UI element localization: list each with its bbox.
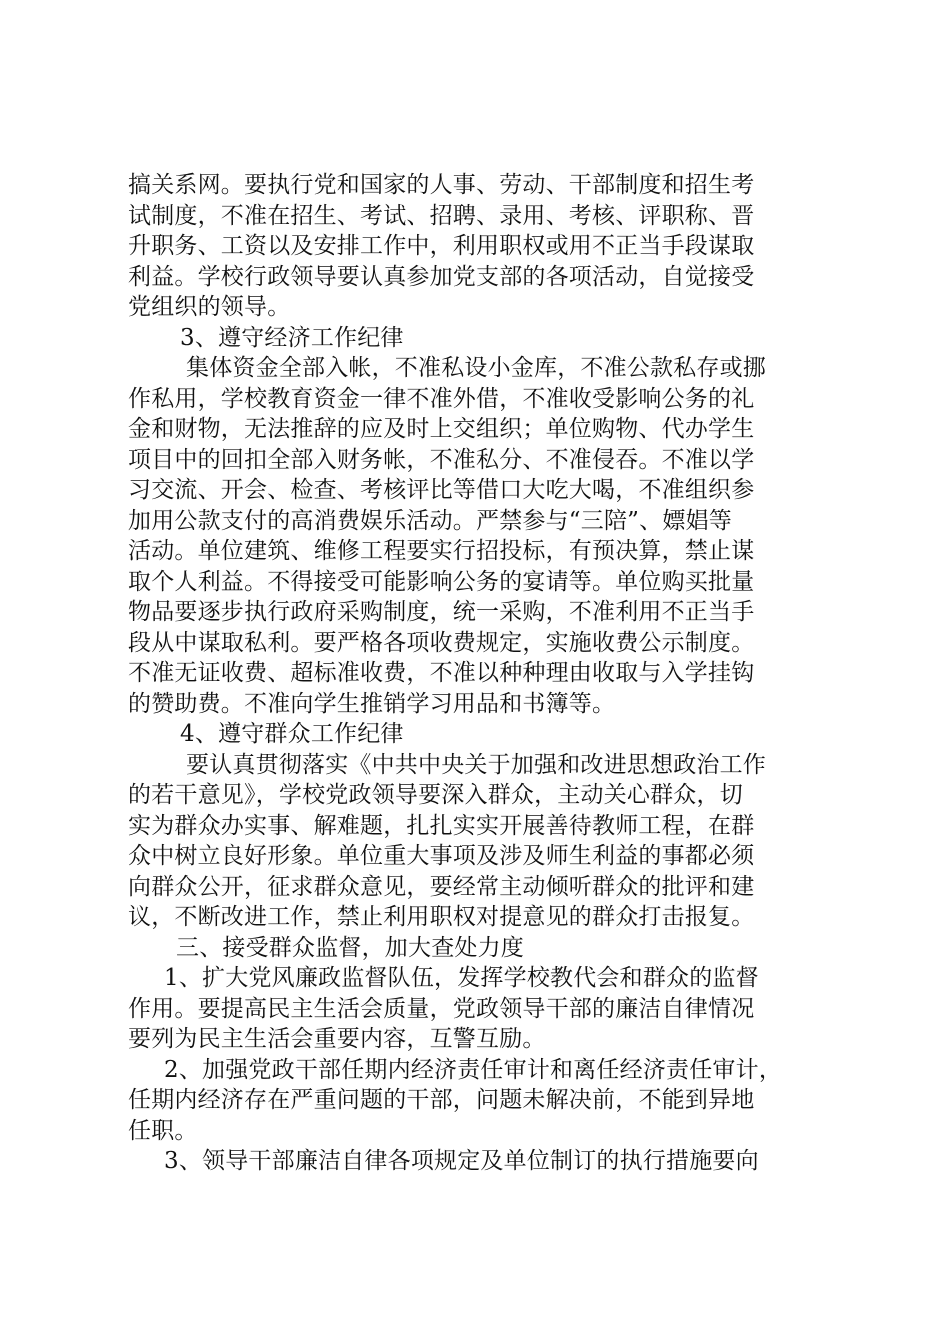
paragraph-line: 要认真贯彻落实《中共中央关于加强和改进思想政治工作 [186,751,766,778]
paragraph-line: 众中树立良好形象。单位重大事项及涉及师生利益的事都必须 [128,843,755,869]
section-heading: 4、遵守群众工作纪律 [180,721,404,747]
section-heading: 3、遵守经济工作纪律 [180,324,404,351]
paragraph-line: 的赞助费。不准向学生推销学习用品和书簿等。 [128,690,616,717]
paragraph-line: 作私用，学校教育资金一律不准外借，不准收受影响公务的礼 [128,385,755,412]
paragraph-line: 集体资金全部入帐，不准私设小金库，不准公款私存或挪 [186,355,766,381]
paragraph-line: 试制度，不准在招生、考试、招聘、录用、考核、评职称、晋 [128,202,755,229]
paragraph-line: 党组织的领导。 [128,294,291,320]
paragraph-line: 议，不断改进工作，禁止利用职权对提意见的群众打击报复。 [128,904,755,930]
paragraph-line: 习交流、开会、检查、考核评比等借口大吃大喝，不准组织参 [128,477,755,503]
section-heading: 三、接受群众监督，加大查处力度 [176,934,524,961]
paragraph-line: 项目中的回扣全部入财务帐，不准私分、不准侵吞。不准以学 [128,446,755,473]
paragraph-line: 的若干意见》，学校党政领导要深入群众，主动关心群众，切 [128,782,743,808]
paragraph-line: 不准无证收费、超标准收费，不准以种种理由收取与入学挂钩 [128,660,755,686]
paragraph-line: 任职。 [128,1117,198,1144]
paragraph-line: 加用公款支付的高消费娱乐活动。严禁参与“三陪”、嫖娼等 [128,507,732,534]
paragraph-line: 2、加强党政干部任期内经济责任审计和离任经济责任审计， [164,1056,783,1083]
paragraph-line: 实为群众办实事、解难题，扎扎实实开展善待教师工程，在群 [128,812,755,839]
paragraph-line: 3、领导干部廉洁自律各项规定及单位制订的执行措施要向 [164,1148,759,1174]
paragraph-line: 要列为民主生活会重要内容，互警互励。 [128,1026,546,1052]
paragraph-line: 1、扩大党风廉政监督队伍，发挥学校教代会和群众的监督 [164,965,759,991]
paragraph-line: 活动。单位建筑、维修工程要实行招投标，有预决算，禁止谋 [128,538,755,564]
paragraph-line: 段从中谋取私利。要严格各项收费规定，实施收费公示制度。 [128,629,755,656]
paragraph-line: 向群众公开，征求群众意见，要经常主动倾听群众的批评和建 [128,873,755,900]
paragraph-line: 作用。要提高民主生活会质量，党政领导干部的廉洁自律情况 [128,995,755,1022]
paragraph-line: 利益。学校行政领导要认真参加党支部的各项活动，自觉接受 [128,263,755,290]
paragraph-line: 任期内经济存在严重问题的干部，问题未解决前，不能到异地 [128,1087,755,1113]
paragraph-line: 物品要逐步执行政府采购制度，统一采购，不准利用不正当手 [128,599,755,625]
paragraph-line: 升职务、工资以及安排工作中，利用职权或用不正当手段谋取 [128,233,755,259]
paragraph-line: 取个人利益。不得接受可能影响公务的宴请等。单位购买批量 [128,568,755,595]
paragraph-line: 搞关系网。要执行党和国家的人事、劳动、干部制度和招生考 [128,172,755,198]
paragraph-line: 金和财物，无法推辞的应及时上交组织；单位购物、代办学生 [128,416,755,442]
